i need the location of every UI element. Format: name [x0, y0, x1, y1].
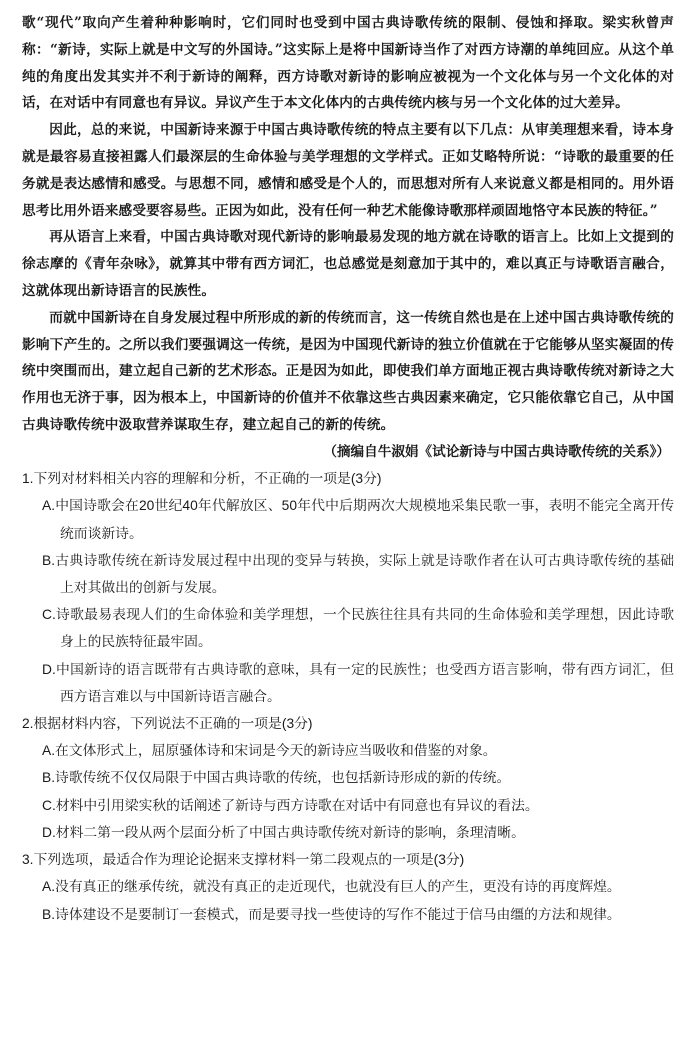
option-a: A.中国诗歌会在20世纪40年代解放区、50年代中后期两次大规模地采集民歌一事，表明不能完全离开传统而谈新诗。 [42, 498, 674, 541]
passage-paragraph-1: 歌“现代”取向产生着种种影响时，它们同时也受到中国古典诗歌传统的限制、侵蚀和择取。梁实秋曾声称：“新诗，实际上就是中文写的外国诗。”这实际上是将中国新诗当作了对西方诗潮的单纯回应。从这个单纯的角度出发其实并不利于新诗的阐释，西方诗歌对新诗的影响应被视为一个文化体与另一个文化体的对话，在对话中有同意也有异议。异议产生于本文化体内的古典传统内核与另一个文化体的过大差异。 [22, 15, 674, 112]
passage-paragraph-2: 因此，总的来说，中国新诗来源于中国古典诗歌传统的特点主要有以下几点：从审美理想来看，诗本身就是最容易直接袒露人们最深层的生命体验与美学理想的文学样式。正如艾略特所说：“诗歌的最重要的任务就是表达感情和感受。与思想不同，感情和感受是个人的，而思想对所有人来说意义都是相同的。用外语思考比用外语来感受要容易些。正因为如此，没有任何一种艺术能像诗歌那样顽固地恪守本民族的特征。” [22, 122, 674, 219]
passage-source: （摘编自牛淑娟《试论新诗与中国古典诗歌传统的关系》） [323, 443, 670, 460]
question-stem: 3.下列选项，最适合作为理论论据来支撑材料一第二段观点的一项是(3分) [22, 852, 465, 868]
question-2 [22, 710, 674, 846]
question-1 [22, 465, 674, 710]
option-d: D.材料二第一段从两个层面分析了中国古典诗歌传统对新诗的影响，条理清晰。 [42, 824, 525, 840]
option-a: A.没有真正的继承传统，就没有真正的走近现代，也就没有巨人的产生，更没有诗的再度辉煌。 [42, 879, 621, 895]
passage-paragraph-3: 再从语言上来看，中国古典诗歌对现代新诗的影响最易发现的地方就在诗歌的语言上。比如上文提到的徐志摩的《青年杂咏》，就算其中带有西方词汇，也总感觉是刻意加于其中的，难以真正与诗歌语言融合，这就体现出新诗语言的民族性。 [22, 229, 674, 299]
option-a: A.在文体形式上，屈原骚体诗和宋词是今天的新诗应当吸收和借鉴的对象。 [42, 743, 497, 759]
question-3 [22, 846, 674, 928]
option-b: B.诗体建设不是要制订一套模式，而是要寻找一些使诗的写作不能过于信马由缰的方法和规律。 [42, 906, 621, 922]
option-b: B.诗歌传统不仅仅局限于中国古典诗歌的传统，也包括新诗形成的新的传统。 [42, 770, 511, 786]
option-b: B.古典诗歌传统在新诗发展过程中出现的变异与转换，实际上就是诗歌作者在认可古典诗歌传统的基础上对其做出的创新与发展。 [42, 552, 674, 596]
option-d: D.中国新诗的语言既带有古典诗歌的意味，具有一定的民族性；也受西方语言影响，带有西方词汇，但西方语言难以与中国新诗语言融合。 [42, 661, 674, 704]
passage-paragraph-4: 而就中国新诗在自身发展过程中所形成的新的传统而言，这一传统自然也是在上述中国古典诗歌传统的影响下产生的。之所以我们要强调这一传统，是因为中国现代新诗的独立价值就在于它能够从坚实凝固的传统中突围而出，建立起自己新的艺术形态。正是因为如此，即使我们单方面地正视古典诗歌传统对新诗之大作用也无济于事，因为根本上，中国新诗的价值并不依靠这些古典因素来确定，它只能依靠它自己，从中国古典诗歌传统中汲取营养谋取生存，建立起自己的新的传统。 [22, 309, 674, 433]
question-stem: 1.下列对材料相关内容的理解和分析，不正确的一项是(3分) [22, 471, 382, 487]
question-stem: 2.根据材料内容，下列说法不正确的一项是(3分) [22, 716, 313, 732]
option-c: C.材料中引用梁实秋的话阐述了新诗与西方诗歌在对话中有同意也有异议的看法。 [42, 797, 539, 813]
option-c: C.诗歌最易表现人们的生命体验和美学理想，一个民族往往具有共同的生命体验和美学理想，因此诗歌身上的民族特征最牢固。 [42, 607, 674, 650]
